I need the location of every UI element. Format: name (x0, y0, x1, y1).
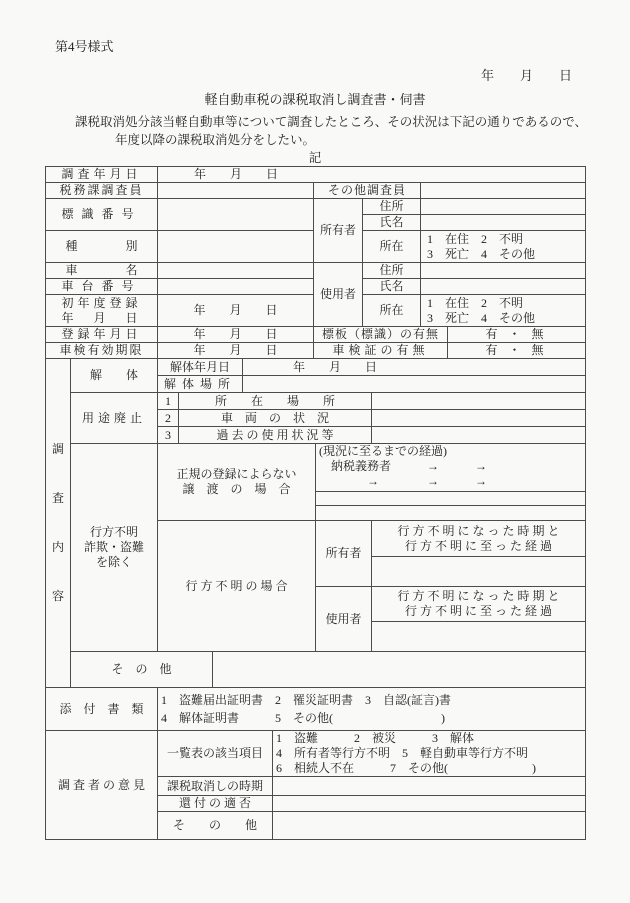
survey-section-char-1: 調 (51, 442, 64, 456)
disuse-item-2-no: 2 (158, 410, 179, 427)
opinion-list-line2: 4 所有者等行方不明 5 軽自動車等行方不明 (276, 746, 529, 760)
progress-cell (316, 444, 586, 492)
missing-owner-detail-value (372, 557, 586, 587)
attachments-line2: 4 解体証明書 5 その他( ) (161, 711, 445, 725)
cancel-time-label: 課税取消しの時期 (158, 777, 273, 796)
user-location-option-line1: 1 在住 2 不明 (427, 295, 524, 310)
opinion-list-options (273, 731, 586, 777)
owner-address-label: 住所 (363, 199, 421, 215)
first-registration-value: 年 月 日 (158, 295, 314, 327)
plate-presence-label: 標板（標識）の有無 (314, 327, 448, 343)
missing-owner-detail-label (372, 521, 586, 557)
tax-investigator-label: 税務課調査員 (46, 183, 158, 199)
user-label: 使用者 (314, 263, 363, 327)
missing-owner-detail-line1: 行 方 不 明 に な っ た 時 期 と (397, 523, 560, 538)
other-investigator-value (421, 183, 586, 199)
disuse-item-2-label: 車 両 の 状 況 (179, 410, 372, 427)
opinion-list-line3: 6 相続人不在 7 その他( ) (276, 761, 536, 775)
survey-other-label: そ の 他 (71, 652, 213, 688)
progress-blank-row-1 (316, 492, 586, 506)
dismantle-place-label: 解体場所 (158, 376, 243, 393)
irregular-transfer-line1: 正規の登録によらない (176, 467, 297, 481)
kind-value (158, 231, 314, 263)
page-title: 軽自動車税の課税取消し調査書・伺書 (204, 92, 426, 107)
opinion-other-value (273, 812, 586, 840)
body-line1: 課税取消処分該当軽自動車等について調査したところ、その状況は下記の通りであるので、 (75, 115, 588, 129)
chassis-number-value (158, 279, 314, 295)
missing-user-detail-line1: 行 方 不 明 に な っ た 時 期 と (397, 589, 560, 603)
user-location-label: 所在 (363, 295, 421, 327)
disuse-item-1-value (372, 393, 586, 410)
missing-user-detail-label (372, 587, 586, 622)
opinion-list-label: 一覧表の該当項目 (158, 731, 273, 777)
missing-user-label: 使用者 (316, 587, 372, 652)
body-line2: 年度以降の課税取消処分をしたい。 (115, 133, 316, 147)
first-registration-label-line1: 初年度登録 (61, 295, 142, 310)
attachments-opinion-table (45, 687, 586, 840)
plate-number-label: 標識番号 (46, 199, 158, 231)
survey-date-label: 調査年月日 (46, 167, 158, 183)
vehicle-info-table (45, 166, 586, 359)
survey-section-char-2: 査 (51, 491, 64, 505)
dismantle-label: 解 体 (71, 359, 158, 393)
disuse-item-2-value (372, 410, 586, 427)
first-registration-label-line2: 年 月 日 (61, 310, 142, 325)
missing-case-label: 行 方 不 明 の 場 合 (158, 521, 316, 652)
user-address-value (421, 263, 586, 279)
user-location-options (421, 295, 586, 327)
tax-investigator-value (158, 183, 314, 199)
opinion-label: 調 査 者 の 意 見 (46, 731, 158, 840)
plate-presence-value: 有 ・ 無 (448, 327, 586, 343)
header-date-line: 年 月 日 (480, 68, 572, 83)
owner-name-value (421, 215, 586, 231)
owner-label: 所有者 (314, 199, 363, 263)
missing-user-detail-line2: 行 方 不 明 に 至 っ た 経 過 (405, 604, 553, 618)
irregular-transfer-line2: 譲 渡 の 場 合 (182, 482, 291, 496)
kind-label: 種 別 (46, 231, 158, 263)
missing-user-detail-value (372, 622, 586, 652)
disuse-item-3-value (372, 427, 586, 444)
plate-number-value (158, 199, 314, 231)
irregular-transfer-label (158, 444, 316, 521)
opinion-other-label: そ の 他 (158, 812, 273, 840)
progress-line1: 納税義務者 → → (319, 459, 488, 473)
inspection-cert-value: 有 ・ 無 (448, 343, 586, 359)
missing-group-line1: 行方不明 (89, 525, 138, 539)
user-name-label: 氏名 (363, 279, 421, 295)
form-number: 第4号様式 (55, 39, 114, 54)
missing-owner-label: 所有者 (316, 521, 372, 587)
opinion-list-line1: 1 盗難 2 被災 3 解体 (276, 731, 475, 745)
missing-group-line3: を除く (95, 555, 132, 569)
first-registration-label (46, 295, 158, 327)
user-name-value (421, 279, 586, 295)
disuse-item-3-no: 3 (158, 427, 179, 444)
disuse-item-3-label: 過 去 の 使 用 状 況 等 (179, 427, 372, 444)
attachments-list (158, 688, 586, 731)
refund-label: 還 付 の 適 否 (158, 796, 273, 812)
car-name-value (158, 263, 314, 279)
refund-value (273, 796, 586, 812)
attachments-line1: 1 盗難届出証明書 2 罹災証明書 3 自認(証言)書 (161, 693, 451, 707)
survey-section-char-3: 内 (51, 540, 64, 554)
disuse-item-1-label: 所 在 場 所 (179, 393, 372, 410)
registration-date-label: 登録年月日 (46, 327, 158, 343)
progress-line2: → → → (319, 474, 488, 488)
inspection-expiry-value: 年 月 日 (158, 343, 314, 359)
survey-other-value (213, 652, 586, 688)
user-location-option-line2: 3 死亡 4 その他 (427, 310, 536, 325)
progress-heading: (現況に至るまでの経過) (319, 444, 448, 458)
survey-date-value: 年 月 日 (158, 167, 586, 183)
owner-address-value (421, 199, 586, 215)
owner-location-label: 所在 (363, 231, 421, 263)
dismantle-date-label: 解体年月日 (158, 359, 243, 376)
survey-section-char-4: 容 (51, 589, 64, 603)
missing-owner-detail-line2: 行 方 不 明 に 至 っ た 経 過 (405, 538, 553, 553)
chassis-number-label: 車台番号 (46, 279, 158, 295)
disuse-item-1-no: 1 (158, 393, 179, 410)
dismantle-place-value (243, 376, 586, 393)
dismantle-date-value: 年 月 日 (243, 359, 586, 376)
record-mark: 記 (308, 151, 322, 165)
missing-group-line2: 詐欺・盗難 (83, 540, 144, 554)
attachments-label: 添 付 書 類 (46, 688, 158, 731)
inspection-cert-label: 車検証の有無 (314, 343, 448, 359)
progress-blank-row-2 (316, 506, 586, 521)
user-address-label: 住所 (363, 263, 421, 279)
survey-content-table (45, 358, 586, 688)
registration-date-value: 年 月 日 (158, 327, 314, 343)
cancel-time-value (273, 777, 586, 796)
owner-location-option-line2: 3 死亡 4 その他 (427, 246, 536, 261)
car-name-label: 車 名 (46, 263, 158, 279)
owner-location-option-line1: 1 在住 2 不明 (427, 231, 524, 246)
other-investigator-label: その他調査員 (314, 183, 421, 199)
owner-name-label: 氏名 (363, 215, 421, 231)
survey-section-label (46, 359, 71, 688)
missing-group-label (71, 444, 158, 652)
owner-location-options (421, 231, 586, 263)
inspection-expiry-label: 車検有効期限 (46, 343, 158, 359)
disuse-label: 用途廃止 (71, 393, 158, 444)
